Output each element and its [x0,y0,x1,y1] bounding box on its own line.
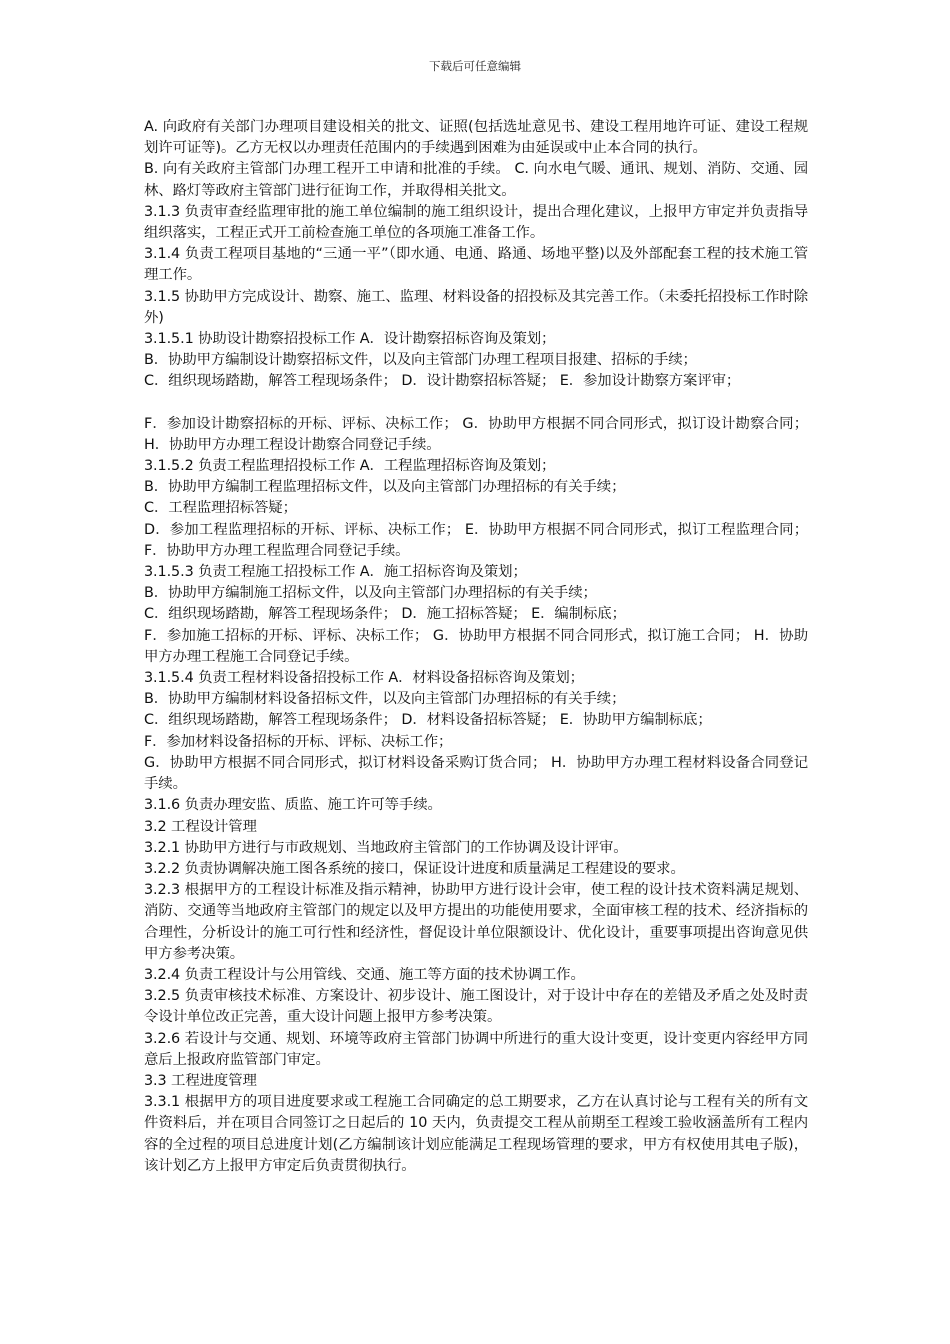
paragraph: C．组织现场踏勘，解答工程现场条件； D．设计勘察招标答疑； E．参加设计勘察方案评审； [144,373,741,390]
section-heading: 3.3 工程进度管理 [144,1072,257,1089]
paragraph: G．协助甲方根据不同合同形式，拟订材料设备采购订货合同； H．协助甲方办理工程材料设备合同登记手续。 [144,754,808,793]
paragraph: 3.1.5 协助甲方完成设计、勘察、施工、监理、材料设备的招投标及其完善工作。（未委托招投标工作时除外) [144,288,808,326]
paragraph: F．参加设计勘察招标的开标、评标、决标工作； G．协助甲方根据不同合同形式，拟订设计勘察合同； H．协助甲方办理工程设计勘察合同登记手续。 [144,415,808,453]
paragraph: 3.1.5.2 负责工程监理招投标工作 A．工程监理招标咨询及策划； [144,458,556,475]
paragraph: 3.1.5.1 协助设计勘察招投标工作 A．设计勘察招标咨询及策划； [144,331,556,348]
paragraph: 3.2.6 若设计与交通、规划、环境等政府主管部门协调中所进行的重大设计变更，设计变更内容经甲方同意后上报政府监管部门审定。 [144,1030,808,1068]
section-heading: 3.2 工程设计管理 [144,818,257,835]
paragraph: 3.2.1 协助甲方进行与市政规划、当地政府主管部门的工作协调及设计评审。 [144,839,628,856]
paragraph: C．组织现场踏勘，解答工程现场条件； D．材料设备招标答疑； E．协助甲方编制标底； [144,712,712,729]
paragraph: 3.2.2 负责协调解决施工图各系统的接口，保证设计进度和质量满足工程建设的要求。 [144,860,685,877]
page-header: 下载后可任意编辑 [429,59,521,73]
paragraph: 3.3.1 根据甲方的项目进度要求或工程施工合同确定的总工期要求，乙方在认真讨论与工程有关的所有文件资料后，并在项目合同签订之日起后的 10 天内，负责提交工程从前期至工程竣工验收涵盖所有工程内容的全过程的项目总进度计划(乙方编制该计划应能满足工程现场管理的要求，甲方有权使用其电子版)，该计划乙方上报甲方审定后负责贯彻执行。 [144,1094,808,1174]
paragraph: 3.1.3 负责审查经监理审批的施工单位编制的施工组织设计，提出合理化建议，上报甲方审定并负责指导组织落实，工程正式开工前检查施工单位的各项施工准备工作。 [144,203,808,242]
paragraph: C．组织现场踏勘，解答工程现场条件； D．施工招标答疑； E．编制标底； [144,606,626,623]
paragraph: 3.2.4 负责工程设计与公用管线、交通、施工等方面的技术协调工作。 [144,966,585,983]
paragraph: B．协助甲方编制工程监理招标文件，以及向主管部门办理招标的有关手续； [144,479,626,496]
document-body [144,117,808,1177]
paragraph: F．参加材料设备招标的开标、评标、决标工作； [144,733,453,750]
paragraph: C．工程监理招标答疑； [144,500,297,517]
blank-line [144,393,808,414]
paragraph: 3.1.5.4 负责工程材料设备招投标工作 A．材料设备招标咨询及策划； [144,670,584,687]
paragraph: 3.2.3 根据甲方的工程设计标准及指示精神，协助甲方进行设计会审，使工程的设计技术资料满足规划、消防、交通等当地政府主管部门的规定以及甲方提出的功能使用要求，全面审核工程的技术、经济指标的合理性，分析设计的施工可行性和经济性，督促设计单位限额设计、优化设计，重要事项提出咨询意见供甲方参考决策。 [144,882,808,962]
paragraph: 3.1.5.3 负责工程施工招投标工作 A．施工招标咨询及策划； [144,564,527,581]
paragraph: B．协助甲方编制设计勘察招标文件，以及向主管部门办理工程项目报建、招标的手续； [144,352,697,369]
paragraph: A. 向政府有关部门办理项目建设相关的批文、证照(包括选址意见书、建设工程用地许可证、建设工程规划许可证等)。乙方无权以办理责任范围内的手续遇到困难为由延误或中止本合同的执行。 [144,119,808,157]
paragraph: 3.1.4 负责工程项目基地的“三通一平”（即水通、电通、路通、场地平整)以及外部配套工程的技术施工管理工作。 [144,246,808,284]
paragraph: 3.2.5 负责审核技术标准、方案设计、初步设计、施工图设计，对于设计中存在的差错及矛盾之处及时责令设计单位改正完善，重大设计问题上报甲方参考决策。 [144,988,808,1026]
paragraph: 3.1.6 负责办理安监、质监、施工许可等手续。 [144,797,442,814]
paragraph: B. 向有关政府主管部门办理工程开工申请和批准的手续。 C. 向水电气暖、通讯、规划、消防、交通、园林、路灯等政府主管部门进行征询工作，并取得相关批文。 [144,161,808,199]
paragraph: B．协助甲方编制施工招标文件，以及向主管部门办理招标的有关手续； [144,585,597,602]
paragraph: B．协助甲方编制材料设备招标文件，以及向主管部门办理招标的有关手续； [144,691,626,708]
paragraph: D．参加工程监理招标的开标、评标、决标工作； E．协助甲方根据不同合同形式，拟订工程监理合同； F．协助甲方办理工程监理合同登记手续。 [144,521,808,559]
paragraph: F．参加施工招标的开标、评标、决标工作； G．协助甲方根据不同合同形式，拟订施工合同； H．协助甲方办理工程施工合同登记手续。 [144,627,808,665]
